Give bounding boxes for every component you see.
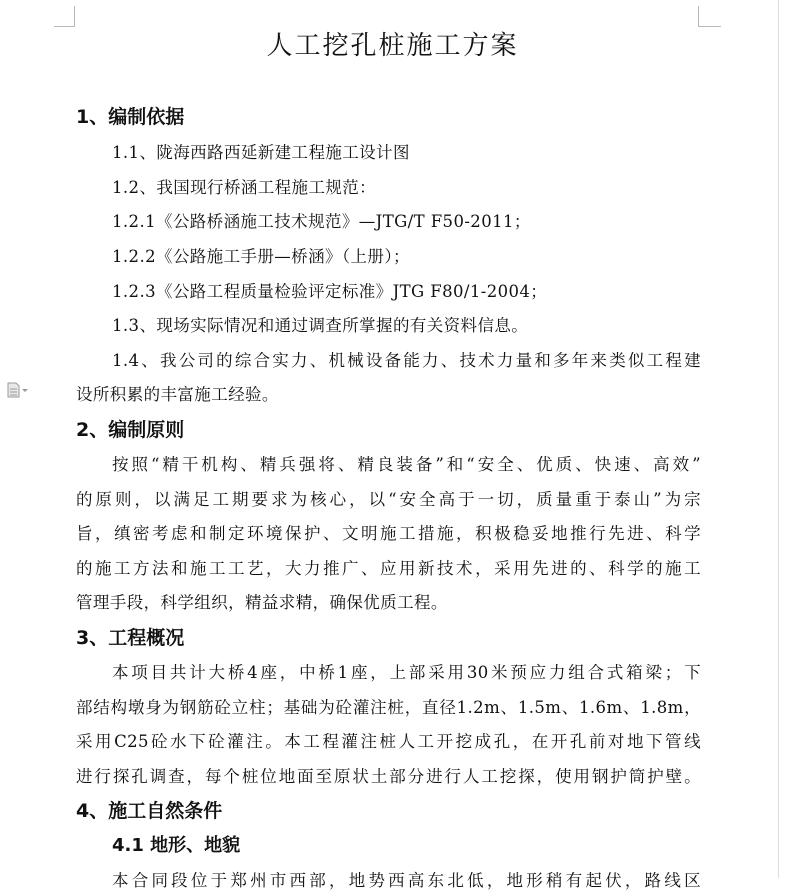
page-corner-mark-top-right: [698, 6, 721, 27]
list-item: 1.2.3《公路工程质量检验评定标准》JTG F80/1-2004；: [112, 282, 548, 301]
section-heading-3: 3、工程概况: [76, 627, 185, 649]
list-item: 1.4、我公司的综合实力、机械设备能力、技术力量和多年来类似工程建: [112, 351, 701, 370]
paragraph-options-icon[interactable]: [7, 382, 29, 398]
list-item: 1.2.1《公路桥涵施工技术规范》—JTG/T F50-2011；: [112, 212, 531, 231]
section-heading-2: 2、编制原则: [76, 419, 185, 441]
list-item: 1.2、我国现行桥涵工程施工规范：: [112, 178, 377, 197]
paragraph-line-partial: 本合同段位于郑州市西部，地势西高东北低，地形稍有起伏，路线区: [112, 871, 701, 890]
paragraph-line: 管理手段，科学组织，精益求精，确保优质工程。: [76, 593, 448, 612]
paragraph-line: 部结构墩身为钢筋砼立柱；基础为砼灌注桩，直径1.2m、1.5m、1.6m、1.8m，: [76, 698, 701, 717]
paragraph-line: 进行探孔调查，每个桩位地面至原状土部分进行人工挖探，使用钢护筒护壁。: [76, 767, 701, 786]
list-item-continuation: 设所积累的丰富施工经验。: [76, 385, 279, 404]
paragraph-line: 本项目共计大桥4座，中桥1座，上部采用30米预应力组合式箱梁；下: [112, 663, 701, 682]
paragraph-line: 的施工方法和施工工艺，大力推广、应用新技术，采用先进的、科学的施工: [76, 559, 701, 578]
paragraph-line: 的原则，以满足工期要求为核心，以“安全高于一切，质量重于泰山”为宗: [76, 490, 701, 509]
page-right-edge: [778, 0, 779, 878]
section-heading-1: 1、编制依据: [76, 106, 185, 128]
section-heading-4: 4、施工自然条件: [76, 800, 223, 822]
paragraph-line: 按照“精干机构、精兵强将、精良装备”和“安全、优质、快速、高效”: [112, 455, 701, 474]
list-item: 1.1、陇海西路西延新建工程施工设计图: [112, 143, 410, 162]
subsection-heading-4-1: 4.1 地形、地貌: [112, 835, 241, 856]
paragraph-line: 采用C25砼水下砼灌注。本工程灌注桩人工开挖成孔，在开孔前对地下管线: [76, 732, 701, 751]
list-item: 1.3、现场实际情况和通过调查所掌握的有关资料信息。: [112, 316, 529, 335]
document-title: 人工挖孔桩施工方案: [266, 31, 519, 61]
list-item: 1.2.2《公路施工手册—桥涵》（上册）；: [112, 247, 410, 266]
page-corner-mark-top-left: [54, 6, 75, 27]
paragraph-line: 旨，缜密考虑和制定环境保护、文明施工措施，积极稳妥地推行先进、科学: [76, 524, 701, 543]
